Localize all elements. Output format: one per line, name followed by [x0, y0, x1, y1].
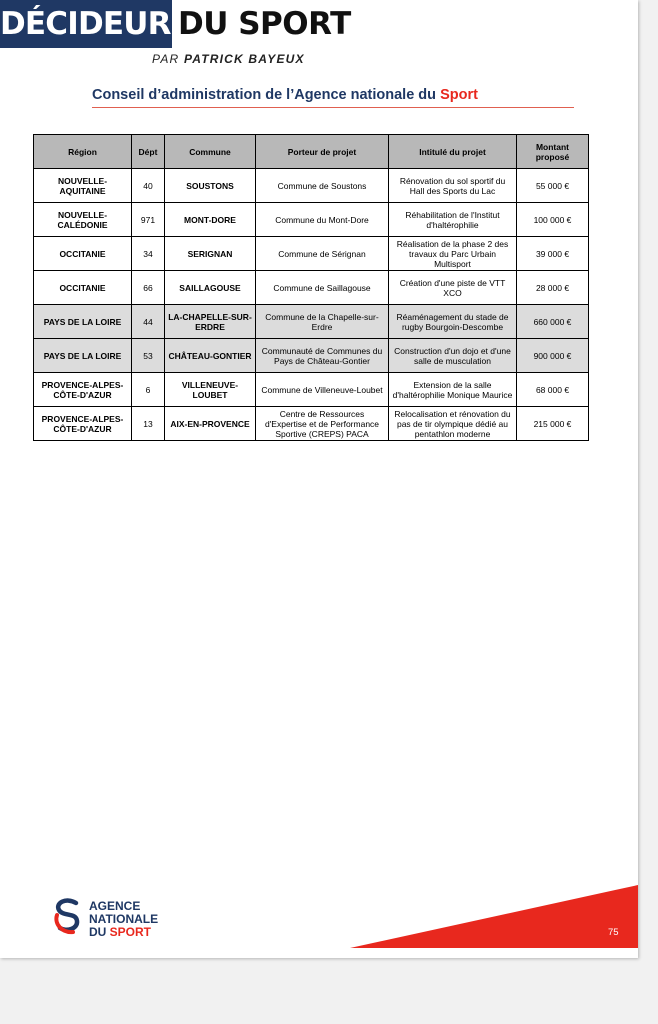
cell-commune: MONT-DORE — [165, 203, 256, 237]
cell-dept: 66 — [132, 271, 165, 305]
page-number: 75 — [608, 927, 619, 938]
cell-montant: 68 000 € — [517, 373, 589, 407]
cell-dept: 53 — [132, 339, 165, 373]
agency-logo — [52, 896, 232, 946]
cell-dept: 13 — [132, 407, 165, 441]
section-title — [92, 87, 574, 108]
column-header-montant: Montant proposé — [517, 135, 589, 169]
table-row — [34, 169, 589, 203]
agency-logo-text — [89, 900, 158, 939]
byline-author: PATRICK BAYEUX — [183, 52, 305, 66]
cell-commune: SOUSTONS — [165, 169, 256, 203]
logo-du: DU — [89, 925, 110, 939]
table-header-row — [34, 135, 589, 169]
cell-porteur: Commune du Mont-Dore — [256, 203, 389, 237]
logo-line-nationale: NATIONALE — [89, 912, 159, 926]
section-title-accent: Sport — [440, 87, 478, 103]
cell-dept: 40 — [132, 169, 165, 203]
cell-intitule: Rénovation du sol sportif du Hall des Sports du Lac — [389, 169, 517, 203]
table-row — [34, 203, 589, 237]
cell-dept: 34 — [132, 237, 165, 271]
cell-montant: 28 000 € — [517, 271, 589, 305]
column-header-intitule: Intitulé du projet — [389, 135, 517, 169]
cell-commune: LA-CHAPELLE-SUR-ERDRE — [165, 305, 256, 339]
cell-porteur: Commune de Saillagouse — [256, 271, 389, 305]
cell-dept: 6 — [132, 373, 165, 407]
cell-region: NOUVELLE-AQUITAINE — [34, 169, 132, 203]
cell-intitule: Construction d'un dojo et d'une salle de musculation — [389, 339, 517, 373]
cell-montant: 660 000 € — [517, 305, 589, 339]
column-header-porteur: Porteur de projet — [256, 135, 389, 169]
cell-montant: 55 000 € — [517, 169, 589, 203]
masthead-byline — [152, 52, 305, 66]
cell-region: PAYS DE LA LOIRE — [34, 339, 132, 373]
cell-porteur: Commune de Sérignan — [256, 237, 389, 271]
cell-intitule: Relocalisation et rénovation du pas de tir olympique dédié au pentathlon moderne — [389, 407, 517, 441]
cell-commune: AIX-EN-PROVENCE — [165, 407, 256, 441]
cell-porteur: Commune de la Chapelle-sur-Erdre — [256, 305, 389, 339]
cell-dept: 44 — [132, 305, 165, 339]
cell-dept: 971 — [132, 203, 165, 237]
logo-line-du-sport — [89, 926, 158, 939]
cell-porteur: Centre de Ressources d'Expertise et de Performance Sportive (CREPS) PACA — [256, 407, 389, 441]
cell-commune: VILLENEUVE-LOUBET — [165, 373, 256, 407]
cell-intitule: Réalisation de la phase 2 des travaux du Parc Urbain Multisport — [389, 237, 517, 271]
cell-region: PAYS DE LA LOIRE — [34, 305, 132, 339]
logo-sport: SPORT — [109, 925, 152, 939]
table-row — [34, 339, 589, 373]
cell-commune: CHÂTEAU-GONTIER — [165, 339, 256, 373]
masthead-brand-primary: DÉCIDEURS — [0, 0, 172, 48]
cell-commune: SAILLAGOUSE — [165, 271, 256, 305]
column-header-region: Région — [34, 135, 132, 169]
section-title-text: Conseil d’administration de l’Agence nationale du — [92, 87, 441, 103]
cell-region: PROVENCE-ALPES-CÔTE-D'AZUR — [34, 373, 132, 407]
table-row — [34, 237, 589, 271]
cell-montant: 900 000 € — [517, 339, 589, 373]
table-row — [34, 305, 589, 339]
cell-porteur: Commune de Villeneuve-Loubet — [256, 373, 389, 407]
table-row — [34, 373, 589, 407]
column-header-commune: Commune — [165, 135, 256, 169]
cell-montant: 100 000 € — [517, 203, 589, 237]
cell-region: OCCITANIE — [34, 237, 132, 271]
cell-porteur: Communauté de Communes du Pays de Château-Gontier — [256, 339, 389, 373]
cell-intitule: Réhabilitation de l'Institut d'haltérophilie — [389, 203, 517, 237]
cell-montant: 39 000 € — [517, 237, 589, 271]
cell-porteur: Commune de Soustons — [256, 169, 389, 203]
grants-table — [33, 134, 589, 441]
table-row — [34, 407, 589, 441]
cell-commune: SERIGNAN — [165, 237, 256, 271]
cell-intitule: Création d'une piste de VTT XCO — [389, 271, 517, 305]
agency-emblem-icon — [52, 896, 86, 942]
footer-red-wedge — [350, 885, 638, 948]
column-header-dept: Dépt — [132, 135, 165, 169]
masthead-brand-secondary: DU SPORT — [178, 6, 351, 42]
byline-lead: PAR — [152, 52, 180, 66]
cell-region: OCCITANIE — [34, 271, 132, 305]
logo-line-agence: AGENCE — [89, 899, 141, 913]
cell-intitule: Réaménagement du stade de rugby Bourgoin-Descombe — [389, 305, 517, 339]
cell-region: NOUVELLE-CALÉDONIE — [34, 203, 132, 237]
cell-intitule: Extension de la salle d'haltérophilie Monique Maurice — [389, 373, 517, 407]
cell-montant: 215 000 € — [517, 407, 589, 441]
cell-region: PROVENCE-ALPES-CÔTE-D'AZUR — [34, 407, 132, 441]
table-row — [34, 271, 589, 305]
